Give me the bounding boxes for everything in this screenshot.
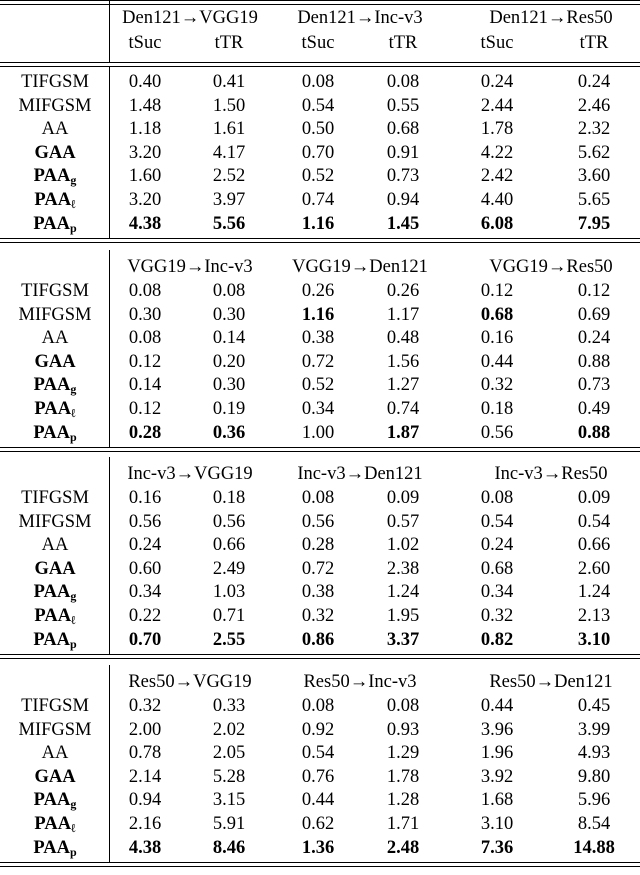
metric-header: tSuc (480, 33, 514, 53)
method-subscript: p (69, 429, 77, 444)
table-cell: 1.27 (386, 375, 420, 396)
table-cell: 0.08 (386, 696, 420, 716)
pair-header: Inc-v3→Res50 (494, 464, 608, 484)
table-cell: 3.37 (386, 629, 420, 650)
table-cell: 0.18 (480, 399, 514, 419)
method-subscript: ℓ (71, 821, 76, 835)
table-cell: 0.24 (480, 72, 514, 92)
table-cell: 1.17 (386, 304, 420, 325)
table-cell: 2.42 (480, 166, 514, 187)
table-cell: 0.56 (212, 511, 246, 532)
table-cell: 0.12 (128, 351, 162, 372)
table-cell: 2.13 (577, 606, 611, 626)
table-cell: 4.38 (128, 837, 162, 858)
table-cell: 0.70 (128, 629, 162, 650)
method-name: PAA (34, 399, 72, 419)
table-cell: 1.50 (212, 95, 246, 116)
table-cell: 0.32 (480, 375, 514, 396)
method-subscript: g (70, 173, 77, 188)
method-label (0, 789, 110, 811)
table-cell: 5.65 (577, 190, 611, 210)
table-cell: 6.08 (480, 213, 514, 234)
table-cell: 0.94 (386, 190, 420, 210)
table-cell: 0.30 (212, 375, 246, 396)
method-subscript: g (70, 797, 77, 812)
table-cell: 1.48 (128, 95, 162, 116)
table-cell: 0.08 (301, 72, 335, 92)
table-cell: 0.54 (577, 511, 611, 532)
table-cell: 0.16 (128, 488, 162, 508)
method-name: AA (41, 743, 69, 764)
table-cell: 0.73 (386, 166, 420, 187)
method-label (0, 118, 110, 140)
method-name: PAA (33, 629, 70, 650)
table-cell: 2.00 (128, 719, 162, 740)
pair-header: Den121→Inc-v3 (297, 8, 423, 28)
metric-header: tSuc (301, 33, 335, 53)
table-cell: 0.12 (480, 281, 514, 301)
table-cell: 0.24 (577, 72, 611, 92)
header-rule (0, 66, 640, 67)
table-cell: 0.52 (301, 375, 335, 396)
section-rule (0, 238, 640, 239)
method-name: GAA (34, 766, 76, 787)
table-cell: 0.88 (577, 351, 611, 372)
table-cell: 0.48 (386, 328, 420, 349)
method-label (0, 629, 110, 651)
method-name: MIFGSM (18, 95, 92, 116)
method-name: PAA (33, 166, 71, 187)
table-cell: 2.48 (386, 837, 420, 858)
table-cell: 0.66 (212, 535, 246, 556)
method-name: AA (41, 119, 69, 140)
table-cell: 1.02 (386, 535, 420, 556)
method-label (0, 398, 110, 420)
table-cell: 0.09 (386, 488, 420, 508)
section-rule (0, 654, 640, 655)
pair-header: VGG19→Den121 (292, 257, 428, 277)
table-cell: 0.33 (212, 696, 246, 716)
table-cell: 0.76 (301, 766, 335, 787)
table-cell: 0.30 (128, 304, 162, 325)
table-cell: 2.02 (212, 719, 246, 740)
table-cell: 0.45 (577, 696, 611, 716)
bottom-rule (0, 862, 640, 863)
table-cell: 2.55 (212, 629, 246, 650)
table-cell: 0.73 (577, 375, 611, 396)
method-label (0, 374, 110, 396)
method-label (0, 719, 110, 741)
table-cell: 0.68 (480, 304, 514, 325)
metric-header: tTR (388, 33, 418, 53)
table-cell: 1.95 (386, 606, 420, 626)
table-cell: 0.08 (480, 488, 514, 508)
pair-header: Res50→Inc-v3 (303, 672, 417, 692)
table-cell: 0.57 (386, 511, 420, 532)
table-cell: 0.12 (577, 281, 611, 301)
table-cell: 1.56 (386, 351, 420, 372)
table-cell: 0.54 (480, 511, 514, 532)
method-name: TIFGSM (21, 696, 89, 716)
table-cell: 3.10 (577, 629, 611, 650)
table-cell: 5.62 (577, 142, 611, 163)
table-cell: 1.68 (480, 790, 514, 811)
table-cell: 0.74 (386, 399, 420, 419)
table-cell: 1.87 (386, 422, 420, 443)
method-name: PAA (34, 814, 72, 834)
table-cell: 0.16 (480, 328, 514, 349)
pair-header: Res50→Den121 (489, 672, 613, 692)
table-cell: 3.99 (577, 719, 611, 740)
table-cell: 0.08 (301, 488, 335, 508)
method-subscript: ℓ (71, 613, 76, 627)
method-name: PAA (33, 582, 71, 603)
table-cell: 0.49 (577, 399, 611, 419)
method-name: MIFGSM (18, 719, 92, 740)
table-cell: 1.29 (386, 743, 420, 764)
method-name: TIFGSM (21, 281, 89, 301)
table-cell: 0.26 (301, 281, 335, 301)
table-cell: 0.55 (386, 95, 420, 116)
table-cell: 0.54 (301, 95, 335, 116)
table-cell: 1.03 (212, 582, 246, 603)
table-cell: 0.22 (128, 606, 162, 626)
table-cell: 0.86 (301, 629, 335, 650)
top-rule (0, 0, 640, 1)
table-cell: 0.18 (212, 488, 246, 508)
method-name: GAA (34, 142, 76, 163)
metric-header: tTR (579, 33, 609, 53)
method-label (0, 95, 110, 117)
method-name: PAA (33, 790, 71, 811)
table-cell: 3.96 (480, 719, 514, 740)
table-cell: 2.32 (577, 119, 611, 140)
table-cell: 3.60 (577, 166, 611, 187)
table-cell: 0.20 (212, 351, 246, 372)
bottom-rule (0, 866, 640, 867)
table-cell: 1.78 (480, 119, 514, 140)
table-cell: 0.72 (301, 351, 335, 372)
table-cell: 8.54 (577, 814, 611, 834)
method-name: PAA (33, 422, 70, 443)
table-cell: 2.05 (212, 743, 246, 764)
metric-header: tSuc (128, 33, 162, 53)
method-name: AA (41, 535, 69, 556)
table-cell: 0.08 (386, 72, 420, 92)
table-cell: 0.40 (128, 72, 162, 92)
table-cell: 0.88 (577, 422, 611, 443)
table-cell: 0.71 (212, 606, 246, 626)
method-name: PAA (34, 190, 72, 210)
table-cell: 1.00 (301, 422, 335, 443)
method-name: GAA (34, 558, 76, 579)
table-cell: 3.20 (128, 142, 162, 163)
table-cell: 0.14 (212, 328, 246, 349)
section-rule (0, 451, 640, 452)
table-cell: 0.91 (386, 142, 420, 163)
section-rule (0, 242, 640, 243)
table-cell: 0.44 (301, 790, 335, 811)
column-separator (109, 66, 110, 238)
table-cell: 0.24 (480, 535, 514, 556)
table-cell: 4.17 (212, 142, 246, 163)
table-cell: 7.36 (480, 837, 514, 858)
table-cell: 1.60 (128, 166, 162, 187)
method-subscript: p (69, 844, 77, 859)
method-label (0, 165, 110, 187)
method-label (0, 213, 110, 235)
table-cell: 0.56 (480, 422, 514, 443)
method-subscript: p (69, 636, 77, 651)
table-cell: 5.91 (212, 814, 246, 834)
pair-header: Den121→Res50 (489, 8, 613, 28)
table-cell: 1.28 (386, 790, 420, 811)
table-cell: 0.62 (301, 814, 335, 834)
table-cell: 0.82 (480, 629, 514, 650)
pair-header: Inc-v3→VGG19 (127, 464, 253, 484)
table-cell: 2.60 (577, 558, 611, 579)
table-cell: 2.16 (128, 814, 162, 834)
table-cell: 3.97 (212, 190, 246, 210)
table-cell: 5.28 (212, 766, 246, 787)
method-name: TIFGSM (21, 72, 89, 92)
table-cell: 4.40 (480, 190, 514, 210)
table-cell: 0.26 (386, 281, 420, 301)
table-cell: 1.24 (577, 582, 611, 603)
table-cell: 0.36 (212, 422, 246, 443)
method-name: PAA (33, 213, 70, 234)
table-cell: 4.38 (128, 213, 162, 234)
column-separator (109, 457, 110, 654)
table-cell: 1.45 (386, 213, 420, 234)
table-cell: 2.44 (480, 95, 514, 116)
method-label (0, 766, 110, 788)
table-cell: 0.09 (577, 488, 611, 508)
method-subscript: g (70, 382, 77, 397)
table-cell: 0.44 (480, 351, 514, 372)
table-cell: 8.46 (212, 837, 246, 858)
method-subscript: ℓ (71, 197, 76, 211)
table-cell: 0.08 (128, 328, 162, 349)
table-cell: 0.66 (577, 535, 611, 556)
table-cell: 0.92 (301, 719, 335, 740)
table-cell: 0.08 (212, 281, 246, 301)
method-label (0, 422, 110, 444)
table-cell: 1.96 (480, 743, 514, 764)
table-cell: 0.52 (301, 166, 335, 187)
table-cell: 0.93 (386, 719, 420, 740)
table-cell: 0.44 (480, 696, 514, 716)
method-label (0, 605, 110, 627)
table-cell: 0.24 (128, 535, 162, 556)
table-cell: 0.78 (128, 743, 162, 764)
section-rule (0, 658, 640, 659)
table-cell: 0.28 (301, 535, 335, 556)
table-cell: 0.72 (301, 558, 335, 579)
table-cell: 5.56 (212, 213, 246, 234)
method-name: GAA (34, 351, 76, 372)
method-label (0, 142, 110, 164)
method-label (0, 837, 110, 859)
table-cell: 0.56 (301, 511, 335, 532)
method-label (0, 742, 110, 764)
method-label (0, 558, 110, 580)
method-label (0, 327, 110, 349)
table-cell: 0.32 (480, 606, 514, 626)
table-cell: 0.68 (386, 119, 420, 140)
column-separator (109, 665, 110, 862)
pair-header: VGG19→Inc-v3 (127, 257, 253, 277)
section-rule (0, 447, 640, 448)
table-cell: 0.08 (128, 281, 162, 301)
table-cell: 1.24 (386, 582, 420, 603)
pair-header: Res50→VGG19 (128, 672, 252, 692)
method-label (0, 71, 110, 93)
table-cell: 2.38 (386, 558, 420, 579)
table-cell: 0.32 (301, 606, 335, 626)
table-cell: 1.71 (386, 814, 420, 834)
table-cell: 14.88 (573, 837, 615, 858)
table-cell: 0.74 (301, 190, 335, 210)
pair-header: Inc-v3→Den121 (297, 464, 423, 484)
table-cell: 4.93 (577, 743, 611, 764)
table-cell: 3.20 (128, 190, 162, 210)
table-cell: 1.78 (386, 766, 420, 787)
table-cell: 0.34 (128, 582, 162, 603)
method-name: PAA (34, 606, 72, 626)
table-cell: 0.34 (480, 582, 514, 603)
method-label (0, 304, 110, 326)
column-separator (109, 0, 110, 62)
method-label (0, 189, 110, 211)
method-subscript: ℓ (71, 406, 76, 420)
table-cell: 0.50 (301, 119, 335, 140)
table-cell: 2.14 (128, 766, 162, 787)
table-cell: 0.94 (128, 790, 162, 811)
method-label (0, 581, 110, 603)
table-cell: 0.34 (301, 399, 335, 419)
table-cell: 1.16 (301, 304, 335, 325)
table-cell: 0.28 (128, 422, 162, 443)
method-label (0, 813, 110, 835)
table-cell: 7.95 (577, 213, 611, 234)
table-cell: 2.52 (212, 166, 246, 187)
table-cell: 0.19 (212, 399, 246, 419)
table-cell: 0.24 (577, 328, 611, 349)
table-cell: 0.38 (301, 328, 335, 349)
table-cell: 0.08 (301, 696, 335, 716)
table-cell: 1.61 (212, 119, 246, 140)
method-name: AA (41, 328, 69, 349)
table-cell: 3.15 (212, 790, 246, 811)
table-cell: 0.70 (301, 142, 335, 163)
table-cell: 0.12 (128, 399, 162, 419)
method-label (0, 351, 110, 373)
table-cell: 0.68 (480, 558, 514, 579)
table-cell: 0.60 (128, 558, 162, 579)
table-cell: 0.69 (577, 304, 611, 325)
header-rule (0, 62, 640, 63)
method-label (0, 487, 110, 509)
table-cell: 2.49 (212, 558, 246, 579)
method-name: PAA (33, 837, 70, 858)
table-cell: 1.18 (128, 119, 162, 140)
table-cell: 1.36 (301, 837, 335, 858)
metric-header: tTR (214, 33, 244, 53)
method-name: PAA (33, 375, 71, 396)
method-label (0, 280, 110, 302)
table-cell: 0.41 (212, 72, 246, 92)
table-cell: 2.46 (577, 95, 611, 116)
table-cell: 3.92 (480, 766, 514, 787)
method-subscript: p (69, 220, 77, 235)
method-name: MIFGSM (18, 304, 92, 325)
column-separator (109, 250, 110, 447)
top-rule (0, 4, 640, 5)
table-cell: 0.14 (128, 375, 162, 396)
table-cell: 9.80 (577, 766, 611, 787)
table-cell: 1.16 (301, 213, 335, 234)
table-cell: 0.54 (301, 743, 335, 764)
table-cell: 0.30 (212, 304, 246, 325)
table-cell: 0.56 (128, 511, 162, 532)
method-name: MIFGSM (18, 511, 92, 532)
table-cell: 0.32 (128, 696, 162, 716)
method-label (0, 511, 110, 533)
pair-header: VGG19→Res50 (489, 257, 613, 277)
table-cell: 0.38 (301, 582, 335, 603)
method-label (0, 534, 110, 556)
table-cell: 3.10 (480, 814, 514, 834)
table-cell: 5.96 (577, 790, 611, 811)
pair-header: Den121→VGG19 (122, 8, 258, 28)
method-label (0, 695, 110, 717)
method-subscript: g (70, 589, 77, 604)
table-cell: 4.22 (480, 142, 514, 163)
method-name: TIFGSM (21, 488, 89, 508)
